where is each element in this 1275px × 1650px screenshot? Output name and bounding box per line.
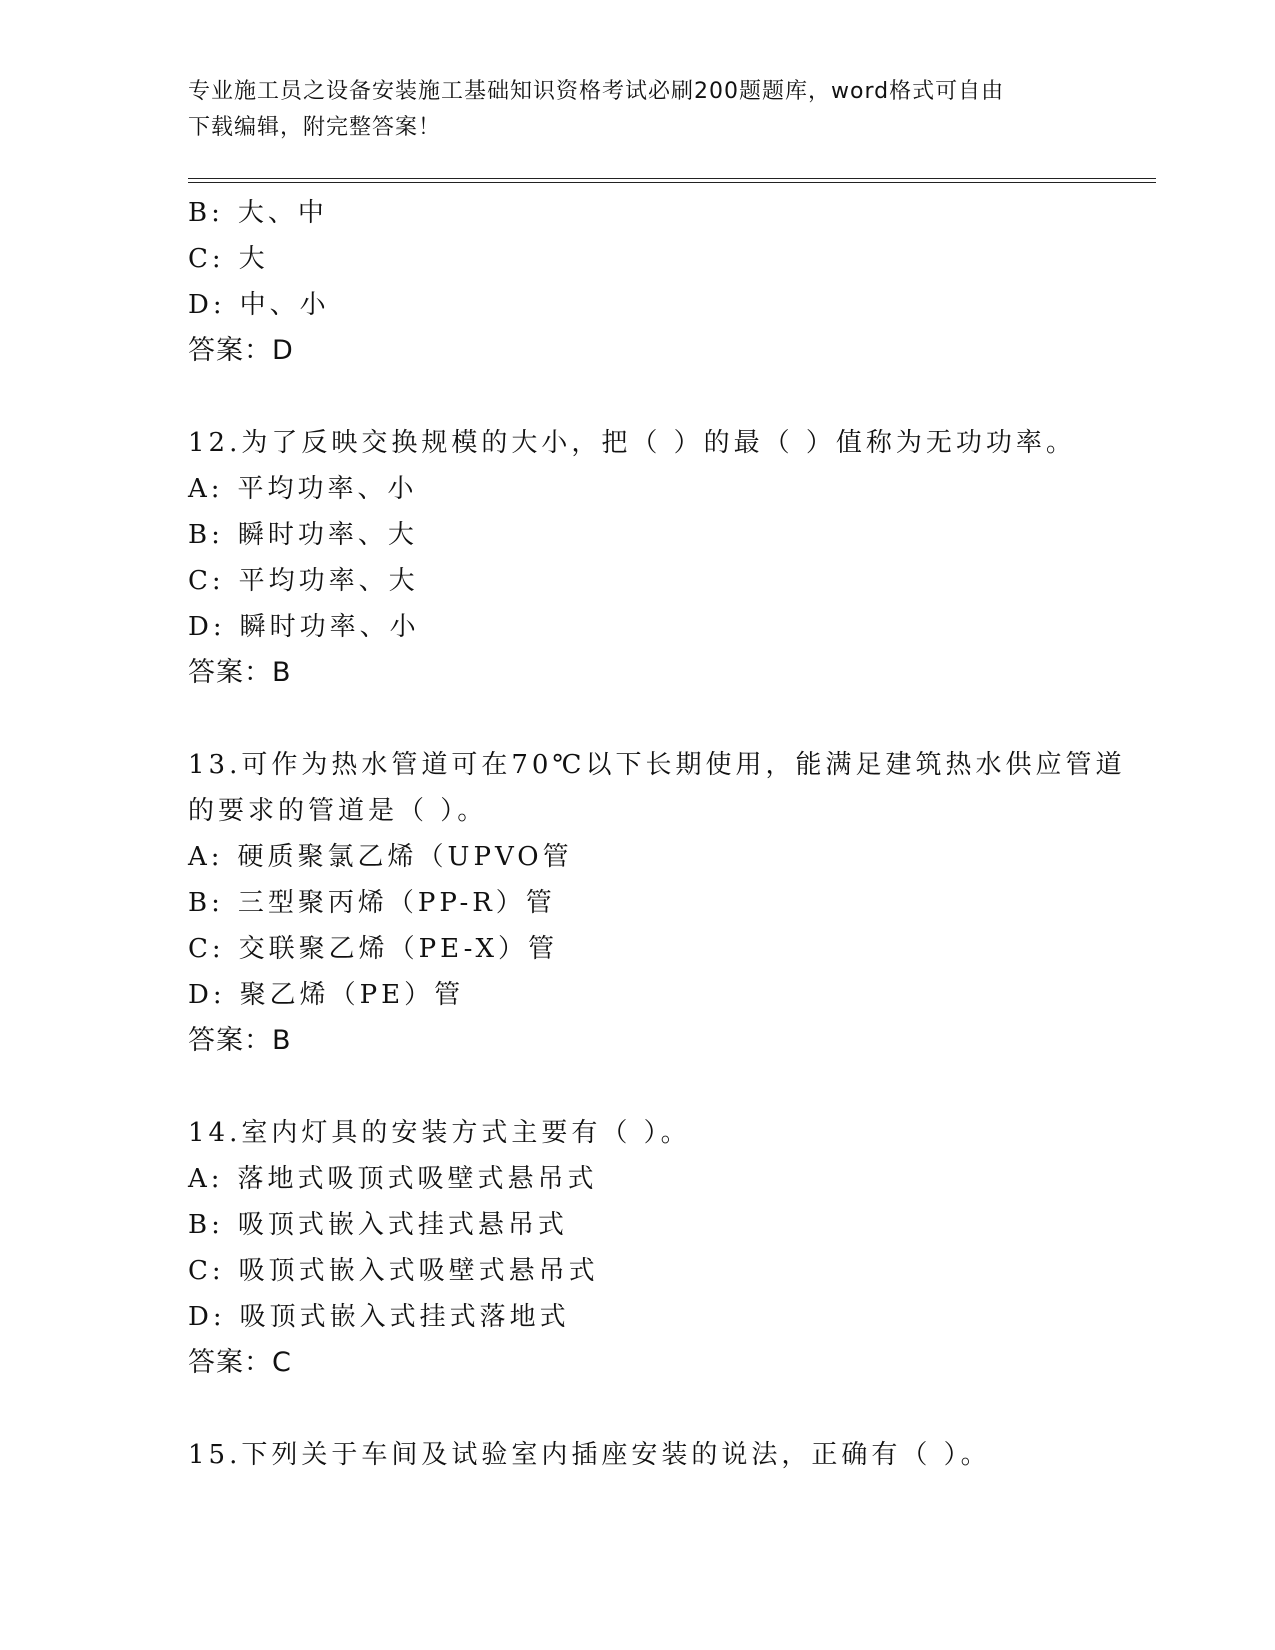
question-15 bbox=[188, 1432, 1156, 1478]
option-text: 吸顶式嵌入式挂式落地式 bbox=[239, 1302, 570, 1332]
question-stem: 14.室内灯具的安装方式主要有（ ）。 bbox=[188, 1118, 691, 1148]
question-13 bbox=[188, 742, 1156, 1064]
option-d bbox=[188, 282, 1156, 328]
answer: 答案：B bbox=[188, 657, 292, 688]
option-text: 瞬时功率、大 bbox=[237, 520, 418, 550]
option-b bbox=[188, 190, 1156, 236]
option-text: 吸顶式嵌入式挂式悬吊式 bbox=[237, 1210, 568, 1240]
question-14 bbox=[188, 1110, 1156, 1386]
spacer bbox=[188, 696, 1156, 742]
option-text: 落地式吸顶式吸壁式悬吊式 bbox=[237, 1164, 598, 1194]
option-label: C: bbox=[188, 1256, 225, 1286]
option-a bbox=[188, 834, 1156, 880]
option-label: C: bbox=[188, 934, 225, 964]
header-divider bbox=[188, 178, 1156, 183]
option-label: C: bbox=[188, 566, 225, 596]
header-line-2: 下载编辑，附完整答案！ bbox=[188, 115, 442, 140]
option-label: B: bbox=[188, 520, 224, 550]
spacer bbox=[188, 1386, 1156, 1432]
option-c bbox=[188, 926, 1156, 972]
option-label: A: bbox=[188, 474, 224, 504]
option-label: A: bbox=[188, 842, 224, 872]
answer: 答案：D bbox=[188, 335, 294, 366]
option-label: D: bbox=[188, 1302, 226, 1332]
option-d bbox=[188, 604, 1156, 650]
option-text: 大、中 bbox=[237, 198, 328, 228]
option-text: 平均功率、大 bbox=[238, 566, 419, 596]
option-text: 平均功率、小 bbox=[237, 474, 418, 504]
option-a bbox=[188, 1156, 1156, 1202]
document-header bbox=[188, 74, 1088, 146]
option-text: 大 bbox=[238, 244, 269, 274]
option-label: D: bbox=[188, 290, 226, 320]
option-d bbox=[188, 1294, 1156, 1340]
option-text: 交联聚乙烯（PE-X）管 bbox=[238, 934, 558, 964]
answer: 答案：B bbox=[188, 1025, 292, 1056]
spacer bbox=[188, 1064, 1156, 1110]
question-list bbox=[188, 190, 1156, 1478]
question-12 bbox=[188, 420, 1156, 696]
question-stem: 12.为了反映交换规模的大小，把（ ）的最（ ）值称为无功功率。 bbox=[188, 428, 1076, 458]
option-c bbox=[188, 1248, 1156, 1294]
option-label: D: bbox=[188, 612, 226, 642]
option-text: 吸顶式嵌入式吸壁式悬吊式 bbox=[238, 1256, 599, 1286]
option-label: A: bbox=[188, 1164, 224, 1194]
option-d bbox=[188, 972, 1156, 1018]
option-b bbox=[188, 512, 1156, 558]
question-11 bbox=[188, 190, 1156, 374]
question-stem-line-2: 的要求的管道是（ ）。 bbox=[188, 796, 488, 826]
option-text: 聚乙烯（PE）管 bbox=[239, 980, 465, 1010]
option-b bbox=[188, 880, 1156, 926]
option-label: B: bbox=[188, 888, 224, 918]
option-label: C: bbox=[188, 244, 225, 274]
spacer bbox=[188, 374, 1156, 420]
option-text: 中、小 bbox=[239, 290, 330, 320]
option-a bbox=[188, 466, 1156, 512]
option-text: 瞬时功率、小 bbox=[239, 612, 420, 642]
option-b bbox=[188, 1202, 1156, 1248]
option-text: 三型聚丙烯（PP-R）管 bbox=[237, 888, 556, 918]
answer: 答案：C bbox=[188, 1347, 292, 1378]
option-label: D: bbox=[188, 980, 226, 1010]
question-stem: 15.下列关于车间及试验室内插座安装的说法，正确有（ ）。 bbox=[188, 1440, 991, 1470]
option-c bbox=[188, 236, 1156, 282]
question-stem-line-1: 13.可作为热水管道可在70℃以下长期使用，能满足建筑热水供应管道 bbox=[188, 750, 1126, 780]
option-text: 硬质聚氯乙烯（UPVO管 bbox=[237, 842, 573, 872]
option-label: B: bbox=[188, 1210, 224, 1240]
option-label: B: bbox=[188, 198, 224, 228]
option-c bbox=[188, 558, 1156, 604]
header-line-1: 专业施工员之设备安装施工基础知识资格考试必刷200题题库，word格式可自由 bbox=[188, 79, 1005, 104]
